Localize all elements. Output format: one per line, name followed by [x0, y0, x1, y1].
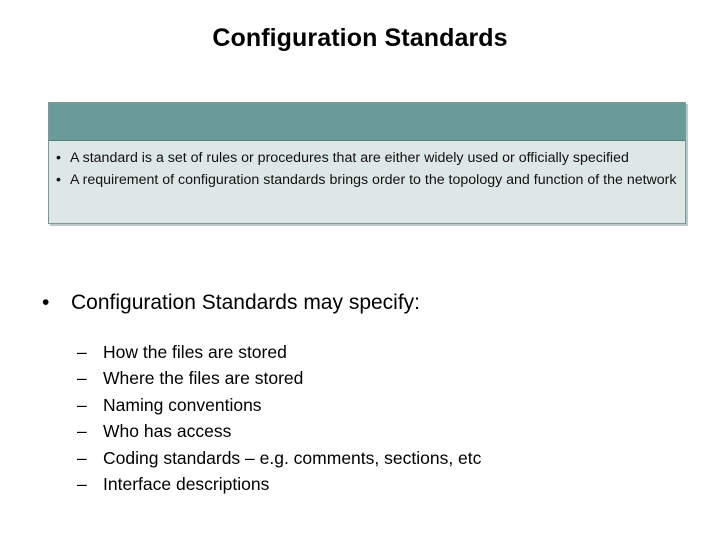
callout-box [48, 102, 688, 226]
dash-icon: – [77, 342, 87, 362]
callout-item-text: A requirement of configuration standards brings order to the topology and function of the network [70, 172, 677, 188]
sub-item-text: Who has access [103, 421, 232, 442]
callout-list-item [56, 147, 678, 169]
sub-item-text: Naming conventions [103, 394, 262, 415]
bullet-icon: • [56, 150, 61, 166]
page-title: Configuration Standards [212, 24, 508, 52]
callout-list-item [56, 169, 678, 191]
dash-icon: – [77, 473, 87, 494]
dash-icon: – [77, 447, 87, 468]
main-bullet-text: Configuration Standards may specify: [71, 291, 421, 314]
bullet-icon: • [42, 291, 50, 314]
dash-icon: – [77, 368, 87, 389]
callout-header-bar [49, 103, 685, 141]
dash-icon: – [77, 394, 87, 415]
bullet-icon: • [56, 172, 61, 188]
sub-item-text: Where the files are stored [103, 368, 304, 389]
callout-item-text: A standard is a set of rules or procedures that are either widely used or officially specified [70, 150, 629, 166]
callout-body [56, 147, 678, 191]
sub-item-text: Interface descriptions [103, 473, 270, 494]
sub-item-text: Coding standards – e.g. comments, sections, etc [103, 447, 482, 468]
sub-item-text: How the files are stored [103, 342, 287, 362]
dash-icon: – [77, 421, 87, 442]
